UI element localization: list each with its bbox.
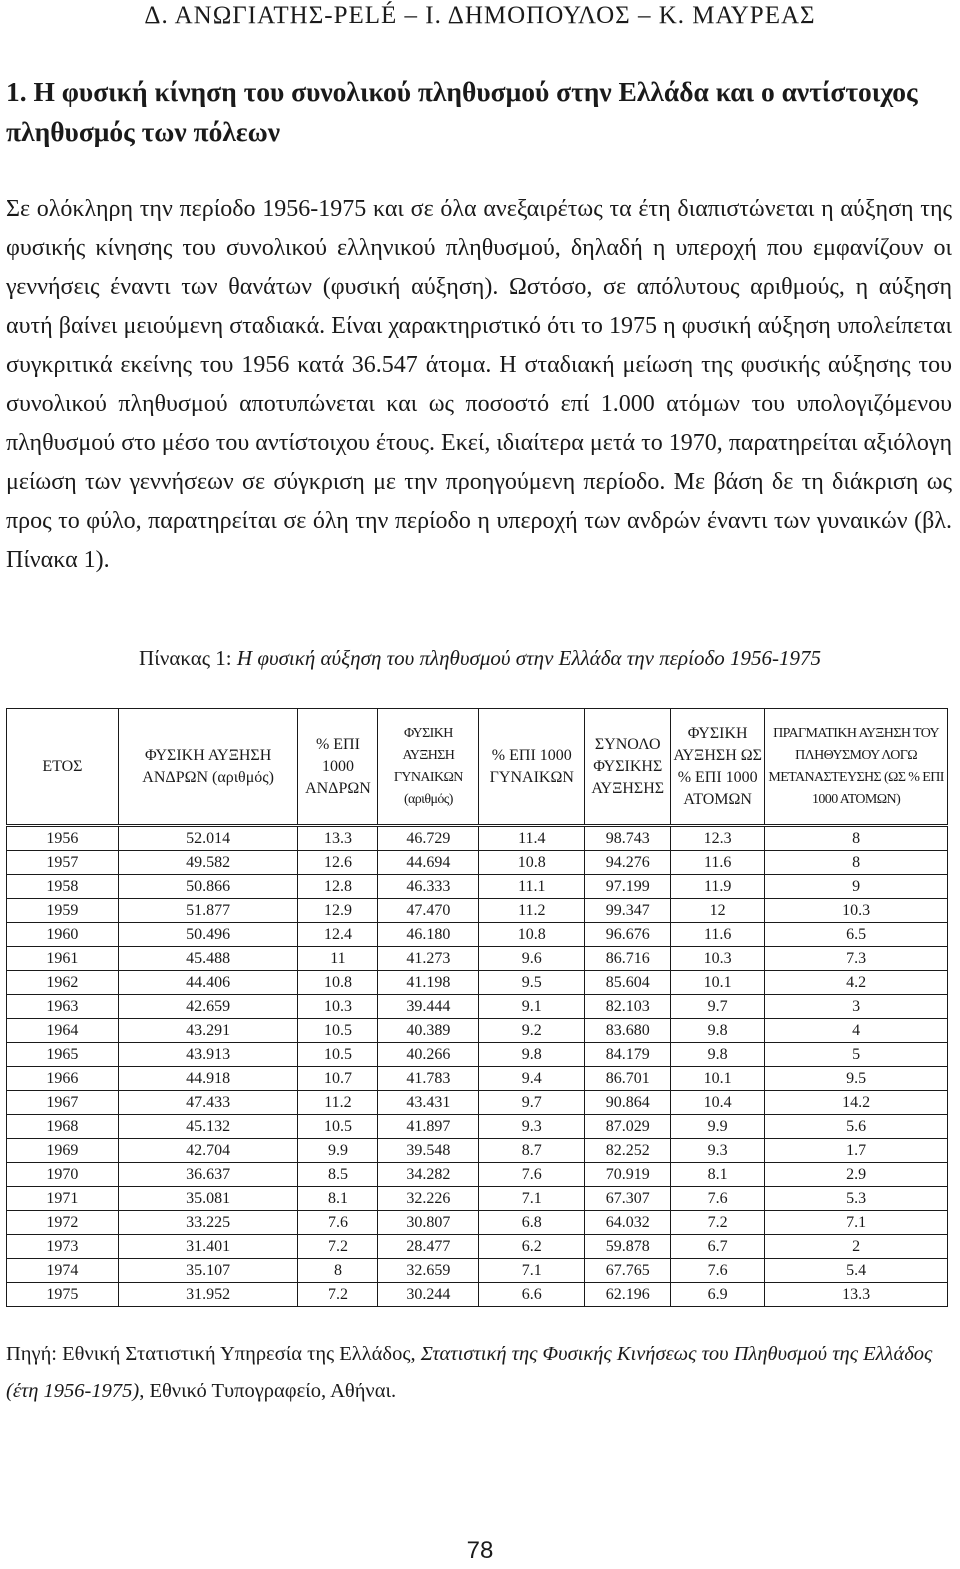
table-cell: 11.9 [671,875,765,899]
table-cell: 9.5 [479,971,585,995]
table-cell: 52.014 [118,826,298,851]
table-cell: 9.7 [479,1091,585,1115]
table-cell: 1960 [7,923,119,947]
table-cell: 47.470 [378,899,479,923]
table-cell: 10.8 [479,923,585,947]
header-migration-increase: ΠΡΑΓΜΑΤΙΚΗ ΑΥΞΗΣΗ ΤΟΥ ΠΛΗΘΥΣΜΟΥ ΛΟΓΩ ΜΕΤΑΝΑΣΤΕΥΣΗΣ (ΩΣ % ΕΠΙ 1000 ΑΤΟΜΩΝ) [765,709,948,826]
table-cell: 11 [298,947,378,971]
table-cell: 99.347 [585,899,671,923]
table-cell: 2.9 [765,1163,948,1187]
table-cell: 5.3 [765,1187,948,1211]
body-paragraph: Σε ολόκληρη την περίοδο 1956-1975 και σε όλα ανεξαιρέτως τα έτη διαπιστώνεται η αύξηση της φυσικής κίνησης του συνολικού ελληνικού πληθυσμού, δηλαδή η υπεροχή που εμφανίζουν οι γεννήσεις έναντι των θανάτων (φυσική αύξηση). Ωστόσο, σε απόλυτους αριθμούς, η αύξηση αυτή βαίνει μειούμενη σταδιακά. Είναι χαρακτηριστικό ότι το 1975 η φυσική αύξηση υπολείπεται συγκριτικά εκείνης του 1956 κατά 36.547 άτομα. Η σταδιακή μείωση της φυσικής αύξησης του συνολικού πληθυσμού αποτυπώνεται και ως ποσοστό επί 1.000 ατόμων του υπολογιζόμενου πληθυσμού στο μέσο του αντίστοιχου έτους. Εκεί, ιδιαίτερα μετά το 1970, παρατηρείται αξιόλογη μείωση των γεννήσεων σε σύγκριση με την προηγούμενη περίοδο. Με βάση δε τη διάκριση ως προς το φύλο, παρατηρείται σε όλη την περίοδο η υπεροχή των ανδρών έναντι των γυναικών (βλ. Πίνακα 1). [6,196,952,573]
table-cell: 7.6 [298,1211,378,1235]
table-caption-title: Η φυσική αύξηση του πληθυσμού στην Ελλάδα την περίοδο 1956-1975 [236,646,821,670]
section-heading: 1. Η φυσική κίνηση του συνολικού πληθυσμού στην Ελλάδα και ο αντίστοιχος πληθυσμός των πόλεων [6,76,918,147]
table-cell: 85.604 [585,971,671,995]
natural-increase-table [6,708,948,1307]
table-cell: 36.637 [118,1163,298,1187]
table-cell: 10.8 [479,851,585,875]
table-cell: 9.8 [479,1043,585,1067]
table-row [7,899,948,923]
table-cell: 10.1 [671,1067,765,1091]
table-cell: 90.864 [585,1091,671,1115]
table-row [7,1283,948,1307]
table-cell: 12.4 [298,923,378,947]
table-cell: 82.103 [585,995,671,1019]
source-title: Στατιστική της Φυσικής Κινήσεως του Πληθυσμού της Ελλάδος (έτη 1956-1975) [6,1343,933,1402]
table-cell: 41.897 [378,1115,479,1139]
header-female-rate: % ΕΠΙ 1000 ΓΥΝΑΙΚΩΝ [479,709,585,826]
table-cell: 10.5 [298,1043,378,1067]
table-cell: 50.496 [118,923,298,947]
table-cell: 8 [765,851,948,875]
table-cell: 32.659 [378,1259,479,1283]
table-cell: 8.5 [298,1163,378,1187]
table-cell: 8 [298,1259,378,1283]
table-cell: 96.676 [585,923,671,947]
table-cell: 6.6 [479,1283,585,1307]
table-row [7,923,948,947]
table-cell: 4 [765,1019,948,1043]
table-cell: 35.081 [118,1187,298,1211]
table-cell: 70.919 [585,1163,671,1187]
table-cell: 33.225 [118,1211,298,1235]
table-row [7,1067,948,1091]
table-cell: 10.7 [298,1067,378,1091]
table-cell: 9.6 [479,947,585,971]
table-cell: 84.179 [585,1043,671,1067]
table-row [7,1115,948,1139]
table-cell: 34.282 [378,1163,479,1187]
table-cell: 62.196 [585,1283,671,1307]
table-cell: 45.488 [118,947,298,971]
table-cell: 31.401 [118,1235,298,1259]
table-cell: 7.1 [479,1259,585,1283]
table-cell: 7.3 [765,947,948,971]
table-cell: 1.7 [765,1139,948,1163]
table-cell: 8.7 [479,1139,585,1163]
table-cell: 10.5 [298,1115,378,1139]
table-cell: 9.1 [479,995,585,1019]
table-cell: 1961 [7,947,119,971]
table-cell: 7.2 [671,1211,765,1235]
table-row [7,971,948,995]
table-cell: 1974 [7,1259,119,1283]
table-cell: 39.444 [378,995,479,1019]
table-row [7,1235,948,1259]
table-row [7,947,948,971]
table-cell: 40.266 [378,1043,479,1067]
table-cell: 10.3 [671,947,765,971]
table-cell: 45.132 [118,1115,298,1139]
table-cell: 44.406 [118,971,298,995]
table-cell: 1962 [7,971,119,995]
table-cell: 6.7 [671,1235,765,1259]
table-cell: 14.2 [765,1091,948,1115]
source-prefix: Πηγή: Εθνική Στατιστική Υπηρεσία της Ελλάδος, [6,1343,421,1365]
table-cell: 67.307 [585,1187,671,1211]
table-cell: 43.291 [118,1019,298,1043]
table-cell: 13.3 [298,826,378,851]
table-header-row [7,709,948,826]
table-cell: 12.6 [298,851,378,875]
table-cell: 1956 [7,826,119,851]
table-cell: 13.3 [765,1283,948,1307]
table-cell: 49.582 [118,851,298,875]
page-number: 78 [466,1537,494,1564]
table-cell: 10.4 [671,1091,765,1115]
table-row [7,1019,948,1043]
table-cell: 7.2 [298,1235,378,1259]
table-cell: 46.729 [378,826,479,851]
table-cell: 9 [765,875,948,899]
table-cell: 11.6 [671,851,765,875]
header-total-rate: ΦΥΣΙΚΗ ΑΥΞΗΣΗ ΩΣ % ΕΠΙ 1000 ΑΤΟΜΩΝ [671,709,765,826]
table-cell: 12.9 [298,899,378,923]
table-cell: 11.2 [298,1091,378,1115]
table-cell: 47.433 [118,1091,298,1115]
table-cell: 59.878 [585,1235,671,1259]
table-row [7,995,948,1019]
table-cell: 86.701 [585,1067,671,1091]
table-row [7,1211,948,1235]
table-cell: 30.244 [378,1283,479,1307]
table-cell: 67.765 [585,1259,671,1283]
table-cell: 8 [765,826,948,851]
table-cell: 1969 [7,1139,119,1163]
table-cell: 1970 [7,1163,119,1187]
table-row [7,1139,948,1163]
table-cell: 12.3 [671,826,765,851]
table-cell: 10.3 [298,995,378,1019]
table-caption [0,646,960,671]
table-cell: 9.3 [671,1139,765,1163]
table-row [7,875,948,899]
table-cell: 42.659 [118,995,298,1019]
header-male-rate: % ΕΠΙ 1000 ΑΝΔΡΩΝ [298,709,378,826]
table-cell: 97.199 [585,875,671,899]
table-cell: 30.807 [378,1211,479,1235]
table-cell: 10.1 [671,971,765,995]
table-cell: 9.5 [765,1067,948,1091]
table-cell: 6.2 [479,1235,585,1259]
table-cell: 7.1 [479,1187,585,1211]
table-cell: 9.4 [479,1067,585,1091]
table-cell: 3 [765,995,948,1019]
table-cell: 46.180 [378,923,479,947]
table-cell: 10.5 [298,1019,378,1043]
table-cell: 12 [671,899,765,923]
table-cell: 1972 [7,1211,119,1235]
table-cell: 46.333 [378,875,479,899]
table-cell: 11.2 [479,899,585,923]
table-cell: 6.9 [671,1283,765,1307]
table-cell: 9.2 [479,1019,585,1043]
table-cell: 10.8 [298,971,378,995]
table-cell: 43.913 [118,1043,298,1067]
table-cell: 50.866 [118,875,298,899]
table-cell: 7.6 [479,1163,585,1187]
table-cell: 1965 [7,1043,119,1067]
table-cell: 1973 [7,1235,119,1259]
table-cell: 94.276 [585,851,671,875]
table-cell: 41.198 [378,971,479,995]
table-row [7,1163,948,1187]
table-cell: 5.4 [765,1259,948,1283]
table-cell: 8.1 [298,1187,378,1211]
table-cell: 1966 [7,1067,119,1091]
table-cell: 39.548 [378,1139,479,1163]
table-cell: 43.431 [378,1091,479,1115]
table-row [7,1259,948,1283]
table-cell: 11.1 [479,875,585,899]
running-head: Δ. ΑΝΩΓΙΑΤΗΣ-PELÉ – Ι. ΔΗΜΟΠΟΥΛΟΣ – Κ. ΜΑΥΡΕΑΣ [144,2,816,29]
table-row [7,1091,948,1115]
table-cell: 44.694 [378,851,479,875]
table-cell: 35.107 [118,1259,298,1283]
header-year: ΕΤΟΣ [7,709,119,826]
table-cell: 1963 [7,995,119,1019]
table-row [7,826,948,851]
table-body [7,826,948,1307]
table-cell: 9.8 [671,1043,765,1067]
table-cell: 64.032 [585,1211,671,1235]
header-total-increase: ΣΥΝΟΛΟ ΦΥΣΙΚΗΣ ΑΥΞΗΣΗΣ [585,709,671,826]
table-cell: 7.6 [671,1259,765,1283]
table-row [7,851,948,875]
header-male-increase: ΦΥΣΙΚΗ ΑΥΞΗΣΗ ΑΝΔΡΩΝ (αριθμός) [118,709,298,826]
table-cell: 40.389 [378,1019,479,1043]
table-cell: 87.029 [585,1115,671,1139]
table-cell: 6.8 [479,1211,585,1235]
table-cell: 1957 [7,851,119,875]
table-cell: 28.477 [378,1235,479,1259]
table-cell: 1975 [7,1283,119,1307]
table-cell: 86.716 [585,947,671,971]
table-cell: 41.273 [378,947,479,971]
table-cell: 7.6 [671,1187,765,1211]
table-caption-label: Πίνακας 1: [139,646,232,670]
table-cell: 1967 [7,1091,119,1115]
table-row [7,1043,948,1067]
table-cell: 31.952 [118,1283,298,1307]
table-cell: 44.918 [118,1067,298,1091]
table-cell: 9.8 [671,1019,765,1043]
table-cell: 7.1 [765,1211,948,1235]
table-cell: 10.3 [765,899,948,923]
table-cell: 6.5 [765,923,948,947]
table-cell: 9.9 [298,1139,378,1163]
table-cell: 12.8 [298,875,378,899]
table-cell: 11.4 [479,826,585,851]
table-cell: 42.704 [118,1139,298,1163]
table-cell: 5 [765,1043,948,1067]
table-cell: 41.783 [378,1067,479,1091]
table-cell: 7.2 [298,1283,378,1307]
table-row [7,1187,948,1211]
table-cell: 1959 [7,899,119,923]
table-cell: 83.680 [585,1019,671,1043]
table-cell: 4.2 [765,971,948,995]
source-suffix: , Εθνικό Τυπογραφείο, Αθήναι. [139,1380,397,1402]
table-cell: 1968 [7,1115,119,1139]
table-cell: 9.9 [671,1115,765,1139]
table-cell: 82.252 [585,1139,671,1163]
table-cell: 9.3 [479,1115,585,1139]
table-cell: 11.6 [671,923,765,947]
table-cell: 98.743 [585,826,671,851]
table-cell: 1958 [7,875,119,899]
table-cell: 32.226 [378,1187,479,1211]
table-cell: 8.1 [671,1163,765,1187]
source-note [6,1336,952,1410]
table-cell: 1964 [7,1019,119,1043]
table-cell: 2 [765,1235,948,1259]
table-cell: 9.7 [671,995,765,1019]
table-cell: 5.6 [765,1115,948,1139]
table-cell: 1971 [7,1187,119,1211]
table-cell: 51.877 [118,899,298,923]
header-female-increase: ΦΥΣΙΚΗ ΑΥΞΗΣΗ ΓΥΝΑΙΚΩΝ (αριθμός) [378,709,479,826]
